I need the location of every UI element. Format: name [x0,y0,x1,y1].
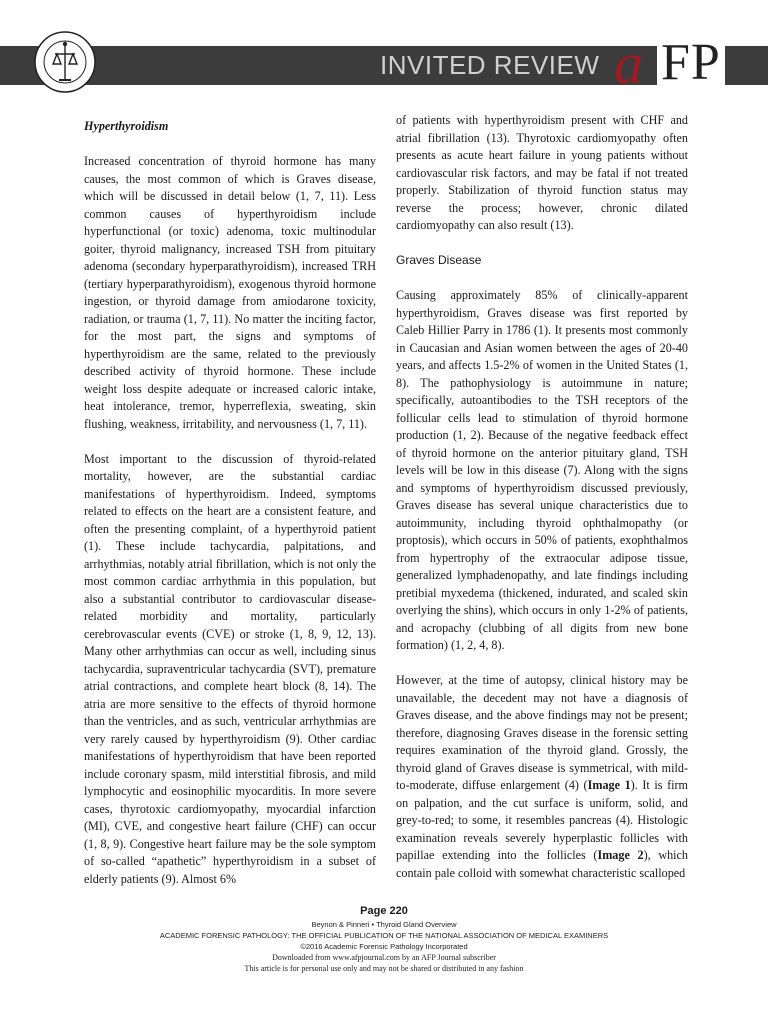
journal-logo-a: a [614,31,643,96]
footer-journal: ACADEMIC FORENSIC PATHOLOGY: THE OFFICIAL PUBLICATION OF THE NATIONAL ASSOCIATION OF MEDICAL EXAMINERS [159,931,609,940]
left-column [84,112,376,906]
text-run: ), which contain pale colloid with somewhat characteristic scalloped [396,848,688,880]
section-label: INVITED REVIEW [380,50,600,80]
image-reference-1: Image 1 [587,778,631,792]
paragraph: Most important to the discussion of thyroid-related mortality, however, are the substantial cardiac manifestations of hyperthyroidism. Indeed, symptoms related to effects on the heart are a consistent feature, and often the presenting complaint, of a hyperthyroid patient (1). These include tachycardia, palpitations, and arrhythmias, notably atrial fibrillation, which is not only the most common cardiac arrhythmia in this population, but also a substantial contributor to cardiovascular disease-related morbidity and mortality, particularly cerebrovascular events (CVE) or stroke (1, 8, 9, 12, 13). Many other arrhythmias can occur as well, including sinus tachycardia, supraventricular tachycardia (SVT), premature atrial contractions, and complete heart block (8, 14). The atria are more sensitive to the effects of thyroid hormone than the ventricles, and as such, ventricular arrhythmias are very rarely caused by hyperthyroidism (9). Other cardiac manifestations of hyperthyroidism that have been reported include coronary spasm, mild interstitial fibrosis, and mild lymphocytic and eosinophilic myocarditis. In more severe cases, thyrotoxic cardiomyopathy, myocardial infarction (MI), CVE, and congestive heart failure (CHF) can occur (1, 8, 9). Congestive heart failure may be the sole symptom of so-called “apathetic” hyperthyroidism in a subset of elderly patients (9). Almost 6% [84,451,376,886]
footer-usage-note: This article is for personal use only and may not be shared or distributed in any fashion [244,964,524,973]
paragraph [396,672,688,882]
image-reference-2: Image 2 [597,848,644,862]
association-seal-logo [33,30,97,94]
footer-copyright: ©2016 Academic Forensic Pathology Incorporated [300,942,468,951]
text-run: However, at the time of autopsy, clinical history may be unavailable, the decedent may not have a diagnosis of Graves disease, and the above findings may not be present; therefore, diagnosing Graves disease in the forensic setting requires examination of the thyroid gland. Grossly, the thyroid gland of Graves disease is symmetrical, with mild-to-moderate, diffuse enlargement (4) ( [396,673,688,792]
journal-logo-fp: FP [657,36,725,90]
paragraph: Causing approximately 85% of clinically-apparent hyperthyroidism, Graves disease was first reported by Caleb Hillier Parry in 1786 (1). It presents most commonly in Caucasian and Asian women between the ages of 20-40 years, and affects 1.5-2% of women in the United States (1, 8). The pathophysiology is autoimmune in nature; specifically, autoantibodies to the TSH receptors of the follicular cells lead to stimulation of thyroid hormone production (1, 2). Because of the negative feedback effect of thyroid hormone on the anterior pituitary gland, TSH levels will be low in this disease (7). Along with the signs and symptoms of hyperthyroidism discussed previously, Graves disease has several unique characteristics due to autoimmunity, including thyroid ophthalmopathy (or proptosis), which occurs in 50% of patients, exophthalmos from hypertrophy of the extraocular adipose tissue, generalized lymphadenopathy, and late findings including pretibial myxedema (thickened, indurated, and scaled skin overlying the shins), which occurs in only 1-2% of patients, and acropachy (clubbing of all digits from new bone formation) (1, 2, 4, 8). [396,288,688,652]
section-heading-hyperthyroidism: Hyperthyroidism [84,119,169,133]
page-number: Page 220 [360,905,408,917]
section-heading-graves-disease: Graves Disease [396,253,482,267]
text-run: ). It is firm on palpation, and the cut surface is uniform, solid, and grey-to-red; to some, it resembles pancreas (4). Histologic examination reveals severely hyperplastic follicles with papillae extending into the follicles ( [396,778,688,862]
paragraph: Increased concentration of thyroid hormone has many causes, the most common of which is Graves disease, which will be discussed in detail below (1, 7, 11). Less common causes of hyperthyroidism include hyperfunctional (or toxic) adenoma, toxic multinodular goiter, thyroid malignancy, increased TSH from pituitary adenoma (secondary hyperparathyroidism), increased TRH (tertiary hyperparathyroidism), exogenous thyroid hormone ingestion, or thyroid damage from amiodarone toxicity, radiation, or trauma (1, 7, 11). No matter the inciting factor, for the most part, the signs and symptoms of hyperthyroidism are the same, related to the previously described activity of thyroid hormone. These include weight loss despite adequate or increased caloric intake, heat intolerance, tremor, hyperreflexia, sweating, skin flushing, weakness, irritability, and nervousness (1, 7, 11). [84,154,376,431]
footer-authors: Beynon & Pinneri • Thyroid Gland Overview [311,920,457,929]
page-footer [0,903,768,974]
paragraph: of patients with hyperthyroidism present with CHF and atrial fibrillation (13). Thyrotoxic cardiomyopathy often presents as acute heart failure in young patients without cardiovascular risk factors, and may be fatal if not treated properly. Stabilization of thyroid function status may reverse the process; however, chronic dilated cardiomyopathy can also result (13). [396,113,688,232]
footer-download-note: Downloaded from www.afpjournal.com by an AFP Journal subscriber [272,953,496,962]
right-column [396,112,688,900]
